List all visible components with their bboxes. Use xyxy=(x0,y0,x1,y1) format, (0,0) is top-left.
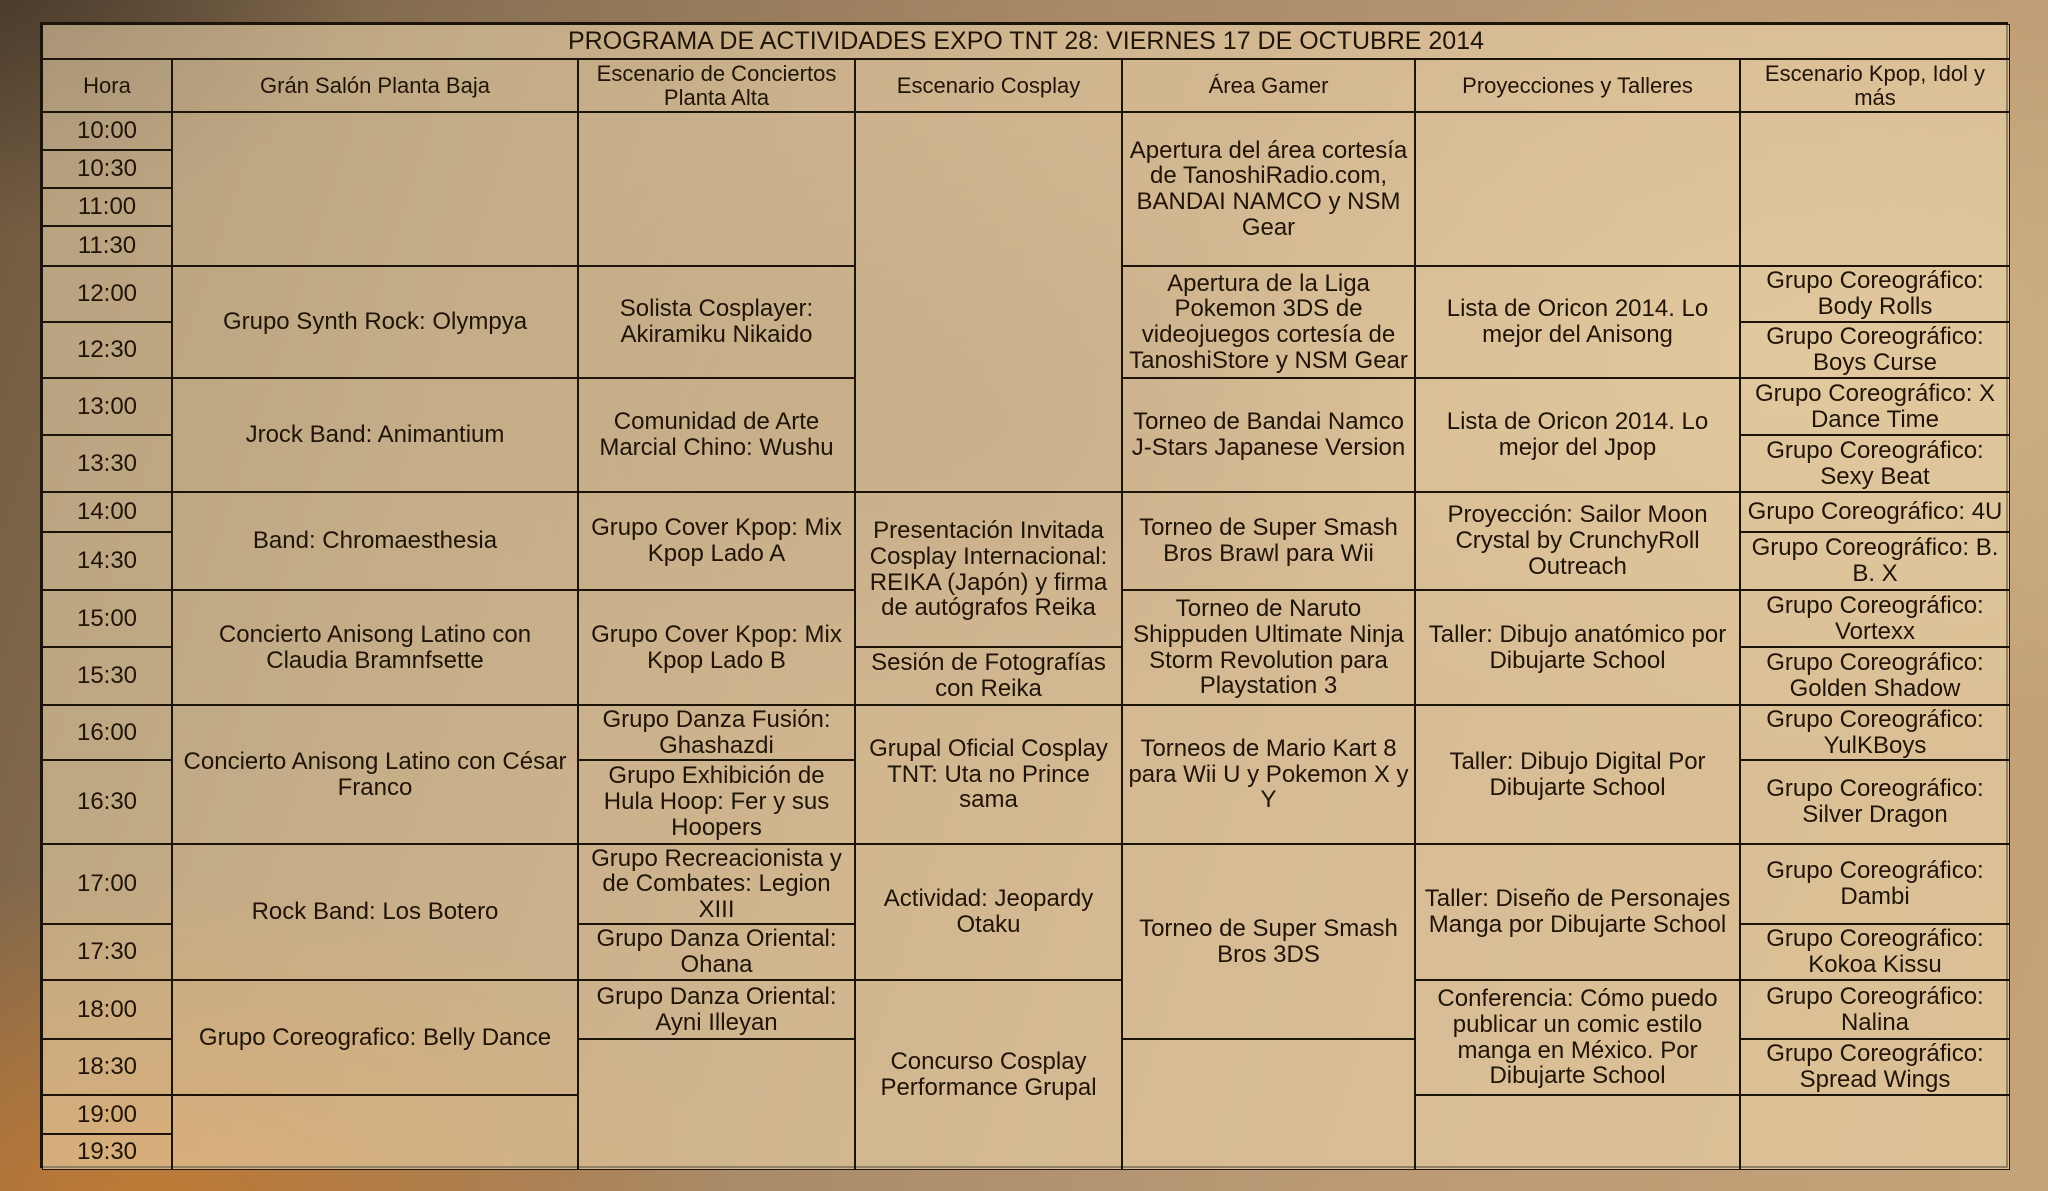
event-cell: Torneo de Super Smash Bros Brawl para Wii xyxy=(1122,492,1415,590)
column-header: Proyecciones y Talleres xyxy=(1415,59,1740,112)
event-cell: Concierto Anisong Latino con Claudia Bramnfsette xyxy=(172,590,578,705)
time-cell: 15:00 xyxy=(42,590,172,647)
time-cell: 18:30 xyxy=(42,1039,172,1095)
time-cell: 12:00 xyxy=(42,266,172,322)
event-cell: Rock Band: Los Botero xyxy=(172,844,578,980)
event-cell: Taller: Diseño de Personajes Manga por Dibujarte School xyxy=(1415,844,1740,980)
event-cell: Concurso Cosplay Performance Grupal xyxy=(855,980,1122,1170)
empty-cell xyxy=(1740,112,2010,266)
event-cell: Torneos de Mario Kart 8 para Wii U y Pokemon X y Y xyxy=(1122,705,1415,844)
event-cell: Grupo Coreográfico: Vortexx xyxy=(1740,590,2010,647)
event-cell: Torneo de Super Smash Bros 3DS xyxy=(1122,844,1415,1039)
time-cell: 15:30 xyxy=(42,647,172,705)
event-cell: Grupo Recreacionista y de Combates: Legion XIII xyxy=(578,844,855,924)
event-cell: Grupo Coreográfico: Dambi xyxy=(1740,844,2010,924)
event-cell: Conferencia: Cómo puedo publicar un comic estilo manga en México. Por Dibujarte School xyxy=(1415,980,1740,1095)
time-cell: 19:30 xyxy=(42,1134,172,1170)
event-cell: Actividad: Jeopardy Otaku xyxy=(855,844,1122,980)
empty-cell xyxy=(855,112,1122,492)
column-header: Área Gamer xyxy=(1122,59,1415,112)
event-cell: Grupo Coreográfico: YulKBoys xyxy=(1740,705,2010,760)
event-cell: Presentación Invitada Cosplay Internacional: REIKA (Japón) y firma de autógrafos Reika xyxy=(855,492,1122,647)
event-cell: Grupo Coreografico: Belly Dance xyxy=(172,980,578,1095)
event-cell: Concierto Anisong Latino con César Franco xyxy=(172,705,578,844)
event-cell: Grupo Coreográfico: Kokoa Kissu xyxy=(1740,924,2010,980)
event-cell: Grupo Coreográfico: Sexy Beat xyxy=(1740,435,2010,492)
event-cell: Taller: Dibujo Digital Por Dibujarte School xyxy=(1415,705,1740,844)
event-cell: Taller: Dibujo anatómico por Dibujarte School xyxy=(1415,590,1740,705)
empty-cell xyxy=(578,1039,855,1170)
event-cell: Grupo Cover Kpop: Mix Kpop Lado B xyxy=(578,590,855,705)
column-header: Escenario Cosplay xyxy=(855,59,1122,112)
time-cell: 10:30 xyxy=(42,150,172,188)
empty-cell xyxy=(578,112,855,266)
time-cell: 10:00 xyxy=(42,112,172,150)
time-cell: 11:30 xyxy=(42,226,172,266)
event-cell: Grupo Danza Oriental: Ayni Illeyan xyxy=(578,980,855,1039)
event-cell: Grupo Coreográfico: Boys Curse xyxy=(1740,322,2010,378)
event-cell: Grupo Coreográfico: 4U xyxy=(1740,492,2010,532)
event-cell: Grupo Coreográfico: Spread Wings xyxy=(1740,1039,2010,1095)
event-cell: Grupo Coreográfico: Body Rolls xyxy=(1740,266,2010,322)
column-header: Grán Salón Planta Baja xyxy=(172,59,578,112)
event-cell: Band: Chromaesthesia xyxy=(172,492,578,590)
event-cell: Grupo Exhibición de Hula Hoop: Fer y sus Hoopers xyxy=(578,760,855,844)
table-title: PROGRAMA DE ACTIVIDADES EXPO TNT 28: VIERNES 17 DE OCTUBRE 2014 xyxy=(42,24,2010,59)
event-cell: Grupo Coreográfico: Golden Shadow xyxy=(1740,647,2010,705)
event-cell: Grupo Coreográfico: X Dance Time xyxy=(1740,378,2010,435)
empty-cell xyxy=(172,1095,578,1170)
empty-cell xyxy=(1415,112,1740,266)
column-header: Escenario de Conciertos Planta Alta xyxy=(578,59,855,112)
event-cell: Jrock Band: Animantium xyxy=(172,378,578,492)
event-cell: Grupo Danza Oriental: Ohana xyxy=(578,924,855,980)
column-header-hora: Hora xyxy=(42,59,172,112)
event-cell: Grupo Danza Fusión: Ghashazdi xyxy=(578,705,855,760)
empty-cell xyxy=(1740,1095,2010,1170)
event-cell: Apertura de la Liga Pokemon 3DS de videojuegos cortesía de TanoshiStore y NSM Gear xyxy=(1122,266,1415,378)
time-cell: 13:00 xyxy=(42,378,172,435)
time-cell: 17:00 xyxy=(42,844,172,924)
event-cell: Torneo de Naruto Shippuden Ultimate Ninja Storm Revolution para Playstation 3 xyxy=(1122,590,1415,705)
time-cell: 11:00 xyxy=(42,188,172,226)
event-cell: Lista de Oricon 2014. Lo mejor del Jpop xyxy=(1415,378,1740,492)
empty-cell xyxy=(1415,1095,1740,1170)
event-cell: Grupo Coreográfico: B. B. X xyxy=(1740,532,2010,590)
event-cell: Grupo Cover Kpop: Mix Kpop Lado A xyxy=(578,492,855,590)
time-cell: 14:30 xyxy=(42,532,172,590)
event-cell: Sesión de Fotografías con Reika xyxy=(855,647,1122,705)
event-cell: Grupal Oficial Cosplay TNT: Uta no Prince sama xyxy=(855,705,1122,844)
time-cell: 19:00 xyxy=(42,1095,172,1134)
time-cell: 17:30 xyxy=(42,924,172,980)
event-cell: Grupo Coreográfico: Nalina xyxy=(1740,980,2010,1039)
empty-cell xyxy=(1122,1039,1415,1170)
event-cell: Grupo Coreográfico: Silver Dragon xyxy=(1740,760,2010,844)
event-cell: Lista de Oricon 2014. Lo mejor del Anisong xyxy=(1415,266,1740,378)
event-cell: Grupo Synth Rock: Olympya xyxy=(172,266,578,378)
event-cell: Torneo de Bandai Namco J-Stars Japanese Version xyxy=(1122,378,1415,492)
time-cell: 16:30 xyxy=(42,760,172,844)
time-cell: 13:30 xyxy=(42,435,172,492)
event-cell: Solista Cosplayer: Akiramiku Nikaido xyxy=(578,266,855,378)
time-cell: 16:00 xyxy=(42,705,172,760)
time-cell: 12:30 xyxy=(42,322,172,378)
event-cell: Comunidad de Arte Marcial Chino: Wushu xyxy=(578,378,855,492)
event-cell: Proyección: Sailor Moon Crystal by CrunchyRoll Outreach xyxy=(1415,492,1740,590)
time-cell: 18:00 xyxy=(42,980,172,1039)
empty-cell xyxy=(172,112,578,266)
schedule-table xyxy=(40,22,2008,1168)
column-header: Escenario Kpop, Idol y más xyxy=(1740,59,2010,112)
event-cell: Apertura del área cortesía de TanoshiRadio.com, BANDAI NAMCO y NSM Gear xyxy=(1122,112,1415,266)
time-cell: 14:00 xyxy=(42,492,172,532)
